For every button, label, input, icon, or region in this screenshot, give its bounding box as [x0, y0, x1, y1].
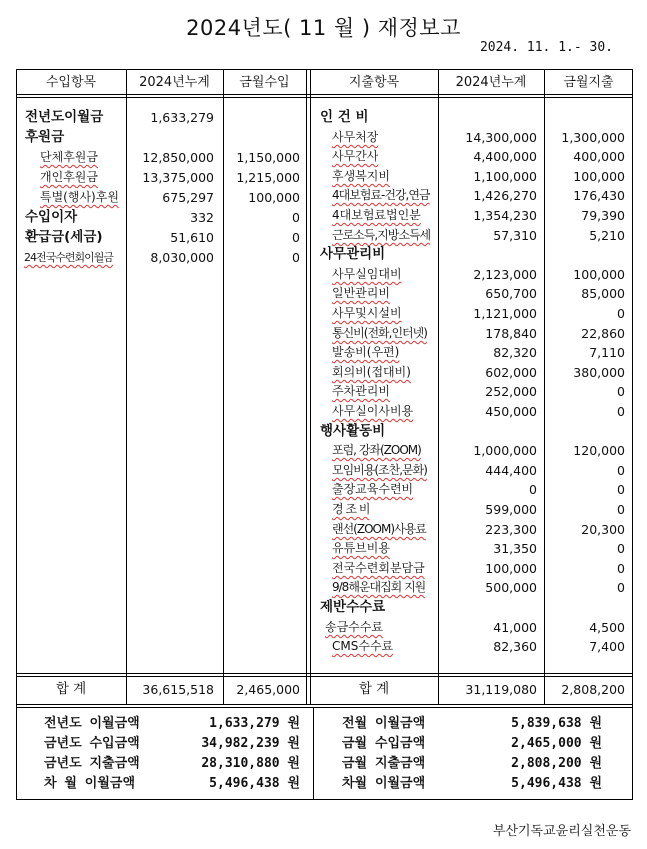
expense-item-month: 0	[617, 580, 625, 595]
expense-item-label: CMS수수료	[332, 639, 394, 653]
header-expense-month: 금월지출	[563, 75, 614, 90]
summary-left-value: 34,982,239 원	[201, 736, 300, 751]
expense-item-label: 사무간사	[332, 149, 379, 163]
expense-item-month: 176,430	[573, 188, 625, 203]
expense-item-month: 0	[617, 482, 625, 497]
income-sum-label: 합 계	[55, 681, 87, 697]
summary-right-value: 2,465,000 원	[511, 736, 602, 751]
summary-right-label: 금월 수입금액	[342, 736, 426, 751]
summary-right-label: 전월 이월금액	[342, 716, 426, 731]
expense-item-month: 7,110	[589, 345, 625, 360]
income-item-label: 수입이자	[25, 209, 78, 225]
header-income-total: 2024년누계	[139, 75, 210, 90]
expense-item-label: 유튜브비용	[332, 541, 390, 555]
expense-item-label: 9/8해운대집회 지원	[332, 580, 426, 594]
expense-item-total: 1,354,230	[473, 208, 537, 223]
expense-item-label: 사무관리비	[320, 246, 386, 262]
income-item-total: 13,375,000	[142, 170, 214, 185]
summary-left-label: 차 월 이월금액	[44, 776, 136, 791]
summary-right-value: 5,496,438 원	[511, 776, 602, 791]
expense-item-label: 전국수련회분담금	[332, 561, 425, 575]
income-item-label: 단체후원금	[40, 150, 98, 164]
income-item-month: 1,150,000	[236, 150, 300, 165]
expense-item-label: 후생복지비	[332, 169, 390, 183]
expense-item-month: 400,000	[573, 149, 625, 164]
expense-item-label: 랜선(ZOOM)사용료	[332, 522, 426, 536]
expense-item-total: 223,300	[485, 522, 537, 537]
expense-item-total: 1,100,000	[473, 169, 537, 184]
summary-right-label: 금월 지출금액	[342, 756, 426, 771]
expense-item-month: 1,300,000	[561, 130, 625, 145]
expense-item-month: 100,000	[573, 267, 625, 282]
page-title: 2024년도( 11 월 ) 재정보고	[186, 16, 461, 40]
expense-item-month: 0	[617, 541, 625, 556]
expense-item-total: 31,350	[493, 541, 537, 556]
expense-item-total: 14,300,000	[465, 130, 537, 145]
expense-item-label: 모임비용(조찬,문화)	[332, 463, 427, 477]
expense-sum-total: 31,119,080	[465, 682, 537, 697]
income-item-total: 12,850,000	[142, 150, 214, 165]
summary-right-value: 5,839,638 원	[511, 716, 602, 731]
expense-item-label: 사무처장	[332, 130, 379, 144]
expense-item-total: 650,700	[485, 286, 537, 301]
expense-item-label: 경 조 비	[332, 502, 370, 516]
expense-item-label: 인 건 비	[320, 109, 369, 125]
income-item-month: 1,215,000	[236, 170, 300, 185]
summary-left-value: 1,633,279 원	[209, 716, 300, 731]
expense-item-label: 출장교육수련비	[332, 482, 414, 496]
col-line-3	[306, 69, 307, 704]
expense-item-total: 450,000	[485, 404, 537, 419]
expense-item-month: 85,000	[581, 286, 625, 301]
income-item-total: 675,297	[162, 190, 214, 205]
income-item-month: 0	[292, 250, 300, 265]
expense-item-total: 100,000	[485, 561, 537, 576]
expense-item-label: 발송비(우편)	[332, 345, 400, 359]
income-item-month: 100,000	[248, 190, 300, 205]
expense-item-label: 사무실임대비	[332, 267, 402, 281]
income-item-total: 8,030,000	[150, 250, 214, 265]
expense-item-total: 41,000	[493, 620, 537, 635]
income-item-total: 51,610	[170, 230, 214, 245]
header-divider-double	[16, 97, 633, 98]
summary-left-label: 금년도 지출금액	[44, 756, 140, 771]
expense-item-month: 5,210	[589, 228, 625, 243]
expense-item-label: 통신비(전화,인터넷)	[332, 326, 427, 340]
expense-item-total: 178,840	[485, 326, 537, 341]
expense-sum-month: 2,808,200	[561, 682, 625, 697]
income-sum-month: 2,465,000	[236, 682, 300, 697]
expense-item-month: 20,300	[581, 522, 625, 537]
total-divider	[16, 673, 633, 674]
expense-item-total: 602,000	[485, 365, 537, 380]
expense-item-month: 0	[617, 404, 625, 419]
income-item-month: 0	[292, 210, 300, 225]
expense-item-total: 0	[529, 482, 537, 497]
income-item-month: 0	[292, 230, 300, 245]
expense-item-label: 근로소득,지방소득세	[332, 228, 431, 242]
expense-item-label: 일반관리비	[332, 286, 390, 300]
expense-item-label: 사무실이사비용	[332, 404, 414, 418]
expense-item-total: 82,320	[493, 345, 537, 360]
expense-item-total: 1,426,270	[473, 188, 537, 203]
expense-item-total: 57,310	[493, 228, 537, 243]
income-item-label: 24전국수련회이월금	[24, 251, 114, 264]
summary-right-label: 차월 이월금액	[342, 776, 426, 791]
income-item-label: 환급금(세금)	[25, 229, 103, 245]
income-item-label: 후원금	[25, 129, 65, 145]
expense-item-label: 송금수수료	[325, 620, 383, 634]
header-income-item: 수입항목	[45, 75, 97, 90]
expense-item-total: 4,400,000	[473, 149, 537, 164]
expense-item-month: 0	[617, 384, 625, 399]
header-expense-item: 지출항목	[348, 75, 400, 90]
organization-name: 부산기독교윤리실천운동	[492, 824, 631, 839]
expense-item-month: 22,860	[581, 326, 625, 341]
expense-item-total: 82,360	[493, 639, 537, 654]
expense-item-total: 500,000	[485, 580, 537, 595]
expense-item-total: 1,121,000	[473, 306, 537, 321]
income-item-label: 특별(행사)후원	[40, 190, 119, 204]
header-divider	[16, 94, 633, 95]
summary-left-label: 전년도 이월금액	[44, 716, 140, 731]
summary-divider-double	[16, 707, 633, 708]
header-expense-total: 2024년누계	[455, 75, 527, 90]
income-sum-total: 36,615,518	[142, 682, 214, 697]
header-income-month: 금월수입	[239, 75, 290, 90]
summary-left-value: 28,310,880 원	[201, 756, 300, 771]
expense-item-month: 0	[617, 463, 625, 478]
col-line-3b	[310, 69, 311, 704]
expense-item-total: 1,000,000	[473, 443, 537, 458]
total-divider-double	[16, 676, 633, 677]
expense-item-label: 4대보험료법인분	[332, 208, 421, 222]
expense-item-total: 2,123,000	[473, 267, 537, 282]
expense-item-month: 380,000	[573, 365, 625, 380]
expense-item-month: 0	[617, 502, 625, 517]
expense-item-month: 0	[617, 561, 625, 576]
expense-item-total: 599,000	[485, 502, 537, 517]
expense-item-label: 제반수수료	[320, 599, 386, 615]
expense-item-month: 4,500	[589, 620, 625, 635]
summary-right-value: 2,808,200 원	[511, 756, 602, 771]
summary-split	[313, 707, 314, 800]
expense-item-label: 회의비(접대비)	[332, 365, 411, 379]
summary-divider	[16, 704, 633, 705]
expense-item-label: 4대보험료-건강,연금	[332, 188, 430, 202]
expense-item-label: 포럼, 강좌(ZOOM)	[332, 443, 421, 457]
expense-item-month: 7,400	[589, 639, 625, 654]
expense-item-label: 주차관리비	[332, 384, 390, 398]
expense-item-label: 행사활동비	[320, 423, 386, 439]
income-item-total: 1,633,279	[150, 110, 214, 125]
summary-left-label: 금년도 수입금액	[44, 736, 140, 751]
expense-item-total: 252,000	[485, 384, 537, 399]
expense-item-total: 444,400	[485, 463, 537, 478]
summary-left-value: 5,496,438 원	[209, 776, 300, 791]
income-item-total: 332	[190, 210, 214, 225]
expense-item-month: 100,000	[573, 169, 625, 184]
income-item-label: 전년도이월금	[25, 109, 104, 125]
expense-item-month: 0	[617, 306, 625, 321]
report-period: 2024. 11. 1.- 30.	[479, 40, 613, 55]
expense-item-label: 사무및시설비	[332, 306, 402, 320]
expense-item-month: 120,000	[573, 443, 625, 458]
expense-item-month: 79,390	[581, 208, 625, 223]
expense-sum-label: 합 계	[358, 681, 390, 697]
income-item-label: 개인후원금	[40, 170, 98, 184]
